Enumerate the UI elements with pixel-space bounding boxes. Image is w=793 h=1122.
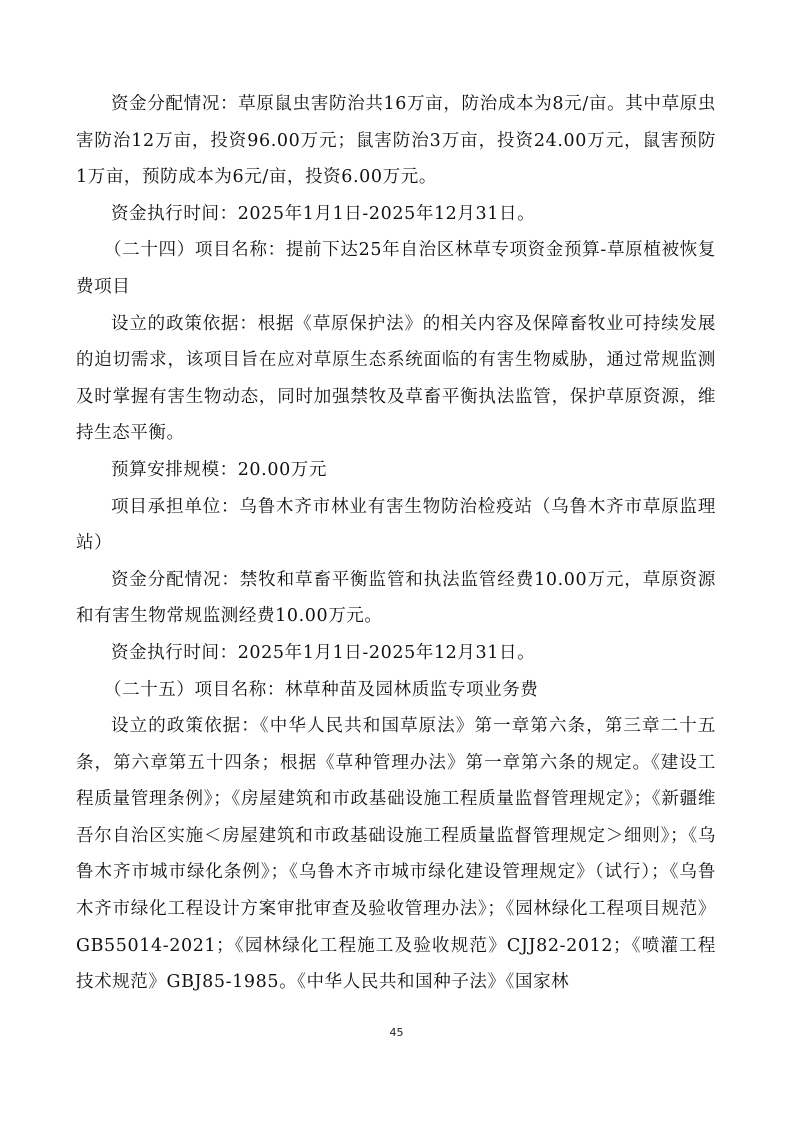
project-heading-24: （二十四）项目名称：提前下达25年自治区林草专项资金预算-草原植被恢复费项目 (76, 240, 716, 297)
paragraph-fund-allocation-grassland: 资金分配情况：禁牧和草畜平衡监管和执法监管经费10.00万元，草原资源和有害生物常规监测经费10.00万元。 (76, 569, 716, 627)
paragraph-fund-allocation-rodent-pest: 资金分配情况：草原鼠虫害防治共16万亩，防治成本为8元/亩。其中草原虫害防治12万亩，投资96.00万元；鼠害防治3万亩，投资24.00万元，鼠害预防1万亩，预防成本为6元/亩，投资6.00万元。 (76, 94, 716, 188)
paragraph-execution-time: 资金执行时间：2025年1月1日-2025年12月31日。 (111, 203, 536, 224)
paragraph-policy-basis-2: 设立的政策依据：《中华人民共和国草原法》第一章第六条，第三章二十五条，第六章第五十四条；根据《草种管理办法》第一章第六条的规定。《建设工程质量管理条例》；《房屋建筑和市政基础设施工程质量监督管理规定》；《新疆维吾尔自治区实施＜房屋建筑和市政基础设施工程质量监督管理规定＞细则》；《乌鲁木齐市城市绿化条例》；《乌鲁木齐市城市绿化建设管理规定》（试行）；《乌鲁木齐市绿化工程设计方案审批审查及验收管理办法》；《园林绿化工程项目规范》GB55014-2021；《园林绿化工程施工及验收规范》CJJ82-2012；《喷灌工程技术规范》GBJ85-1985。《中华人民共和国种子法》《国家林 (76, 716, 716, 993)
page-number: 45 (389, 1026, 404, 1039)
paragraph-policy-basis: 设立的政策依据：根据《草原保护法》的相关内容及保障畜牧业可持续发展的迫切需求，该项目旨在应对草原生态系统面临的有害生物威胁，通过常规监测及时掌握有害生物动态，同时加强禁牧及草畜平衡执法监管，保护草原资源，维持生态平衡。 (76, 313, 716, 444)
project-heading-25: （二十五）项目名称：林草种苗及园林质监专项业务费 (104, 679, 539, 700)
paragraph-execution-time-2: 资金执行时间：2025年1月1日-2025年12月31日。 (111, 642, 536, 663)
document-body (76, 86, 716, 1001)
paragraph-budget-scale: 预算安排规模：20.00万元 (111, 459, 327, 480)
paragraph-responsible-unit: 项目承担单位：乌鲁木齐市林业有害生物防治检疫站（乌鲁木齐市草原监理站） (76, 496, 716, 554)
